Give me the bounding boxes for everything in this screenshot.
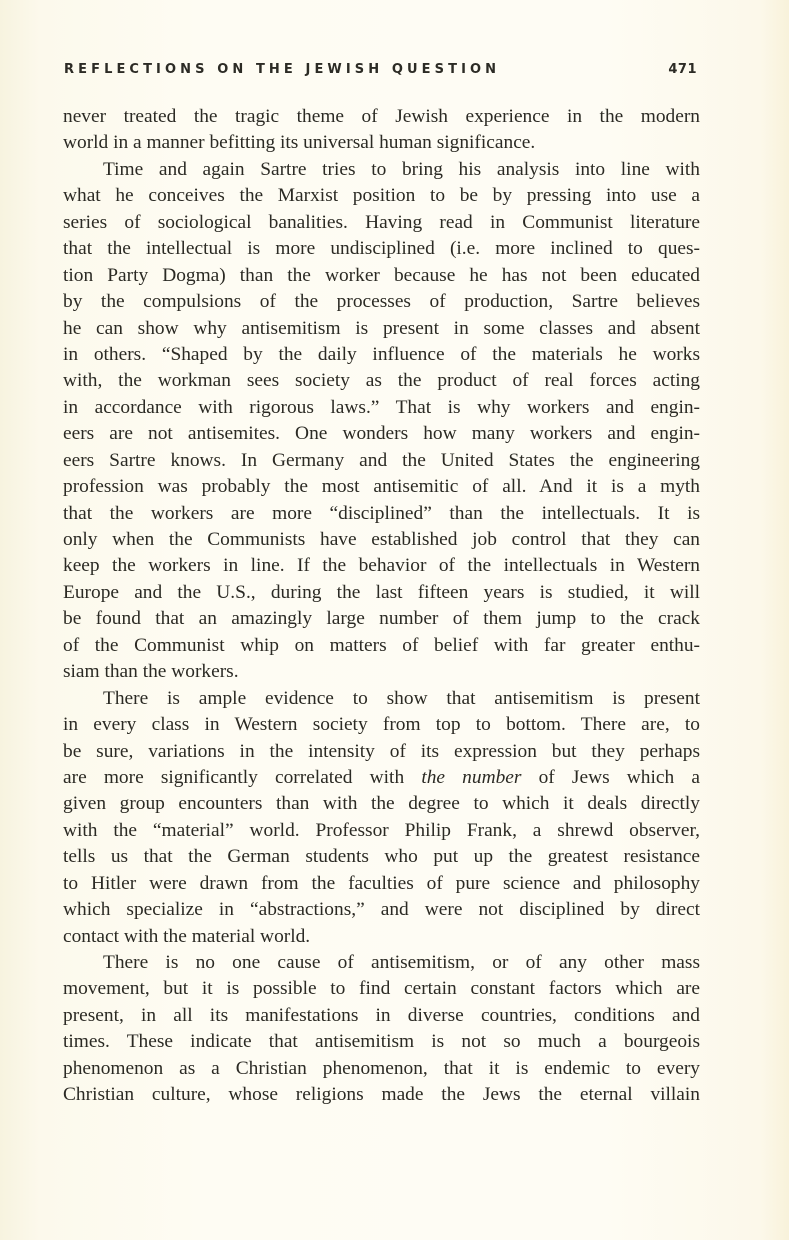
text-line: never treated the tragic theme of Jewish experience in the modern	[63, 106, 700, 127]
running-title: REFLECTIONS ON THE JEWISH QUESTION	[64, 62, 501, 77]
text-line: he can show why antisemitism is present in some classes and absent	[63, 317, 700, 339]
page-number: 471	[668, 62, 697, 77]
text-line: what he conceives the Marxist position to be by pressing into use a	[63, 185, 700, 207]
text-line: of the Communist whip on matters of belief with far greater enthu-	[63, 634, 700, 656]
text-line: present, in all its manifestations in diverse countries, conditions and	[63, 1004, 700, 1026]
text-line: tion Party Dogma) than the worker because he has not been educated	[63, 264, 700, 286]
text-line: world in a manner befitting its universal human significance.	[63, 132, 536, 154]
text-run: are more significantly correlated with	[63, 766, 422, 788]
text-line: be found that an amazingly large number of them jump to the crack	[63, 608, 700, 630]
text-line: given group encounters than with the degree to which it deals directly	[63, 793, 700, 815]
text-line: eers are not antisemites. One wonders how many workers and engin-	[63, 423, 700, 445]
text-line: tells us that the German students who put up the greatest resistance	[63, 846, 700, 868]
text-line: phenomenon as a Christian phenomenon, that it is endemic to every	[63, 1057, 700, 1079]
text-line: eers Sartre knows. In Germany and the United States the engineering	[63, 449, 700, 471]
text-line: only when the Communists have established job control that they can	[63, 529, 700, 550]
text-run: of Jews which a	[521, 766, 700, 788]
text-line: siam than the workers.	[63, 661, 239, 683]
paragraph-first-line: Time and again Sartre tries to bring his analysis into line with	[103, 158, 700, 180]
body-text	[63, 104, 700, 1109]
paragraph-first-line: There is no one cause of antisemitism, or of any other mass	[103, 952, 700, 973]
text-line: in accordance with rigorous laws.” That is why workers and engin-	[63, 396, 700, 418]
text-line: keep the workers in line. If the behavior of the intellectuals in Western	[63, 555, 700, 577]
text-line: Christian culture, whose religions made the Jews the eternal villain	[63, 1084, 700, 1106]
text-line: to Hitler were drawn from the faculties of pure science and philosophy	[63, 872, 700, 894]
italic-emphasis: the number	[421, 766, 522, 788]
text-line: in every class in Western society from top to bottom. There are, to	[63, 714, 700, 736]
text-line: movement, but it is possible to find certain constant factors which are	[63, 978, 700, 1000]
text-line: be sure, variations in the intensity of its expression but they perhaps	[63, 740, 700, 762]
text-line: times. These indicate that antisemitism is not so much a bourgeois	[63, 1031, 700, 1053]
running-head	[64, 62, 700, 82]
text-line: contact with the material world.	[63, 925, 311, 947]
text-line: by the compulsions of the processes of production, Sartre believes	[63, 291, 700, 313]
text-line: that the workers are more “disciplined” than the intellectuals. It is	[63, 502, 700, 524]
text-line: with the “material” world. Professor Philip Frank, a shrewd observer,	[63, 819, 700, 841]
text-line	[63, 765, 700, 791]
text-line: with, the workman sees society as the product of real forces acting	[63, 370, 700, 392]
text-line: that the intellectual is more undisciplined (i.e. more inclined to ques-	[63, 238, 700, 260]
text-line: profession was probably the most antisemitic of all. And it is a myth	[63, 476, 700, 498]
text-line: Europe and the U.S., during the last fifteen years is studied, it will	[63, 581, 700, 603]
text-line: series of sociological banalities. Having read in Communist literature	[63, 211, 700, 233]
paragraph-first-line: There is ample evidence to show that antisemitism is present	[103, 687, 700, 709]
text-line: which specialize in “abstractions,” and were not disciplined by direct	[63, 899, 700, 921]
text-line: in others. “Shaped by the daily influence of the materials he works	[63, 343, 700, 365]
